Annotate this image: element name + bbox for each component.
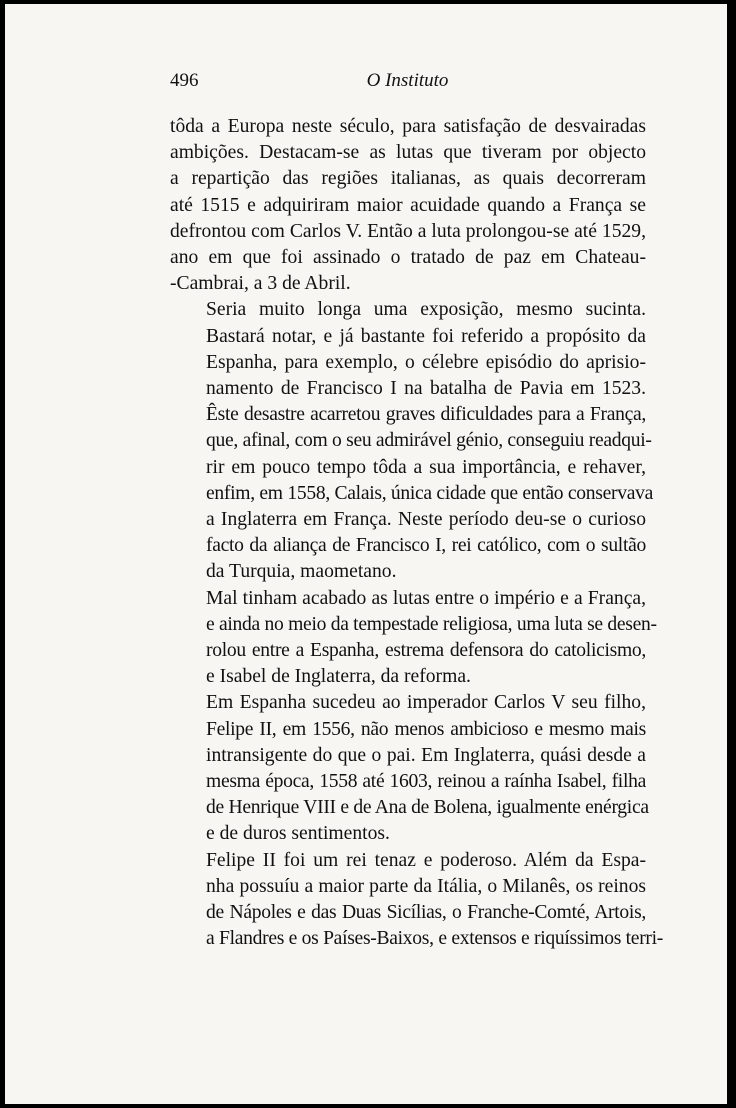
text-line: Felipe II, em 1556, não menos ambicioso e mesmo mais: [206, 718, 646, 740]
text-line: a Flandres e os Países-Baixos, e extensos e riquíssimos terri-: [206, 928, 664, 950]
paragraph: [170, 297, 653, 585]
paragraph: [170, 586, 657, 691]
text-line: ano em que foi assinado o tratado de paz em Chateau-: [170, 247, 646, 269]
text-line: Seria muito longa uma exposição, mesmo sucinta.: [206, 299, 646, 321]
text-line: de Nápoles e das Duas Sicílias, o Franche-Comté, Artois,: [206, 902, 646, 924]
text-line: da Turquia, maometano.: [206, 561, 397, 583]
text-line: Em Espanha sucedeu ao imperador Carlos V seu filho,: [206, 692, 646, 714]
text-line: Bastará notar, e já bastante foi referido a propósito da: [206, 325, 646, 347]
text-line: Mal tinham acabado as lutas entre o império e a França,: [206, 587, 646, 609]
text-line: Felipe II foi um rei tenaz e poderoso. Além da Espa-: [206, 849, 646, 871]
text-line: e de duros sentimentos.: [206, 823, 390, 845]
text-line: rir em pouco tempo tôda a sua importância, e rehaver,: [206, 456, 646, 478]
text-line: a repartição das regiões italianas, as quais decorreram: [170, 168, 646, 190]
text-line: ambições. Destacam-se as lutas que tiveram por objecto: [170, 142, 646, 164]
text-line: mesma época, 1558 até 1603, reinou a raínha Isabel, filha: [206, 771, 646, 793]
paragraph: [170, 690, 649, 847]
text-line: e Isabel de Inglaterra, da reforma.: [206, 666, 471, 688]
text-line: defrontou com Carlos V. Então a luta prolongou-se até 1529,: [170, 220, 646, 242]
text-line: até 1515 e adquiriram maior acuidade quando a França se: [170, 194, 646, 216]
text-line: e ainda no meio da tempestade religiosa, uma luta se desen-: [206, 613, 657, 635]
text-line: facto da aliança de Francisco I, rei católico, com o sultão: [206, 535, 646, 557]
text-line: de Henrique VIII e de Ana de Bolena, igualmente enérgica: [206, 797, 649, 819]
page-number: 496: [170, 70, 199, 91]
text-line: -Cambrai, a 3 de Abril.: [170, 273, 351, 295]
text-line: Espanha, para exemplo, o célebre episódio do aprisio-: [206, 351, 646, 373]
text-line: intransigente do que o pai. Em Inglaterra, quási desde a: [206, 744, 646, 766]
text-line: rolou entre a Espanha, estrema defensora do catolicismo,: [206, 640, 646, 662]
text-line: a Inglaterra em França. Neste período deu-se o curioso: [206, 509, 646, 531]
text-line: tôda a Europa neste século, para satisfação de desvairadas: [170, 116, 646, 137]
scan-border: [727, 0, 736, 1108]
page-header: [170, 70, 645, 96]
book-page: [5, 4, 727, 1104]
paragraph: [170, 114, 646, 297]
text-line: Êste desastre acarretou graves dificuldades para a França,: [206, 404, 646, 426]
body-text: [170, 114, 664, 953]
text-line: nha possuíu a maior parte da Itália, o Milanês, os reinos: [206, 875, 646, 897]
text-line: enfim, em 1558, Calais, única cidade que então conservava: [206, 482, 653, 504]
running-title: O Instituto: [366, 70, 449, 91]
text-line: que, afinal, com o seu admirável génio, conseguiu readqui-: [206, 430, 652, 452]
paragraph: [170, 848, 664, 953]
text-line: namento de Francisco I na batalha de Pavia em 1523.: [206, 378, 646, 400]
